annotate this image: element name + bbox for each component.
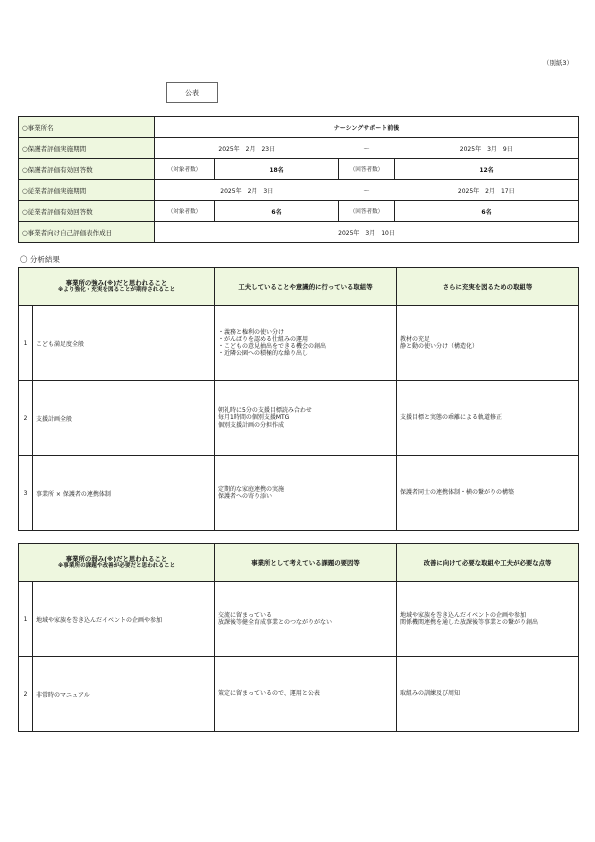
list-item: 策定に留まっているので、運用と公表 (218, 690, 320, 698)
row-number: 2 (19, 657, 33, 732)
list-item: ・こどもの意見抽出をできる機会の創出 (218, 343, 327, 350)
list-item: ・近隣公園への積極的な繰り出し (218, 350, 309, 358)
list-item: 定期的な家庭連携の実施 (218, 485, 285, 493)
public-label: 公表 (166, 82, 218, 103)
facility-name: ナーシングサポート前後 (155, 117, 579, 138)
parent-resp-label: （回答者数） (339, 159, 395, 180)
staff-target-value: 6名 (215, 201, 339, 222)
strength-item: こども満足度全般 (33, 306, 215, 381)
table-row (19, 657, 579, 732)
staff-period-sep: ～ (339, 180, 395, 201)
weaknesses-header-3: 改善に向けて必要な取組や工夫が必要な点等 (397, 544, 579, 582)
strengths-header-1-title: 事業所の強み(※)だと思われること (65, 279, 168, 287)
info-table (18, 116, 579, 243)
list-item: ・がんばりを認める仕組みの運用 (218, 335, 309, 343)
list-item: 交流に留まっている (218, 611, 273, 619)
list-item: 地域や家族を巻き込んだイベントの企画や参加 (400, 611, 527, 619)
list-item: 個別支援計画の分担作成 (218, 421, 285, 429)
list-item: 毎月1時間の個別支援MTG (218, 414, 290, 422)
strength-item: 事業所 × 保護者の連携体制 (33, 456, 215, 531)
strength-next (397, 381, 579, 456)
staff-period-end: 2025年 2月 17日 (395, 180, 579, 201)
parent-period-label: ○保護者評価実施期間 (19, 138, 155, 159)
strengths-header-2: 工夫していることや意識的に行っている取組等 (215, 268, 397, 306)
list-item: 支援目標と実態の乖離による軌道修正 (400, 414, 503, 422)
weakness-factors (215, 582, 397, 657)
strength-next (397, 306, 579, 381)
list-item: 朝礼時に5分の支援目標読み合わせ (218, 407, 312, 415)
list-item: 保護者への寄り添い (218, 493, 273, 500)
weaknesses-header-1-title: 事業所の弱み(※)だと思われること (65, 555, 168, 563)
analysis-title: 〇 分析結果 (20, 255, 60, 264)
staff-responses-label: ○従業者評価有効回答数 (19, 201, 155, 222)
weaknesses-table (18, 543, 579, 732)
list-item: 保護者同士の連携体制・横の繋がりの構築 (400, 489, 515, 497)
list-item: 取組みの訓練及び周知 (400, 690, 461, 698)
row-number: 3 (19, 456, 33, 531)
weakness-improve (397, 582, 579, 657)
row-number: 1 (19, 306, 33, 381)
facility-label: ○事業所名 (19, 117, 155, 138)
table-row (19, 381, 579, 456)
weakness-item: 非常時のマニュアル (33, 657, 215, 732)
strengths-header-3: さらに充実を図るための取組等 (397, 268, 579, 306)
weaknesses-header-2: 事業所として考えている課題の要因等 (215, 544, 397, 582)
strengths-header-1-sub: ※より強化・充実を図ることが期待されること (57, 287, 176, 293)
list-item: 静と動の使い分け（構造化） (400, 343, 479, 350)
parent-period-start: 2025年 2月 23日 (155, 138, 339, 159)
weakness-factors (215, 657, 397, 732)
staff-resp-value: 6名 (395, 201, 579, 222)
list-item: 教材の充足 (400, 335, 431, 343)
weaknesses-header-1-sub: ※事業所の課題や改善が必要だと思われること (57, 563, 176, 569)
staff-period-label: ○従業者評価実施期間 (19, 180, 155, 201)
parent-target-label: （対象者数） (155, 159, 215, 180)
strength-next (397, 456, 579, 531)
self-eval-label: ○事業者向け自己評価表作成日 (19, 222, 155, 243)
weaknesses-header-1 (19, 544, 215, 582)
parent-period-sep: ～ (339, 138, 395, 159)
parent-target-value: 18名 (215, 159, 339, 180)
strength-efforts (215, 381, 397, 456)
weakness-improve (397, 657, 579, 732)
strengths-table (18, 267, 579, 531)
list-item: 関係機関連携を通した放課後等事業との繋がり創出 (400, 619, 539, 626)
strength-item: 支援計画全般 (33, 381, 215, 456)
table-row (19, 582, 579, 657)
parent-responses-label: ○保護者評価有効回答数 (19, 159, 155, 180)
parent-resp-value: 12名 (395, 159, 579, 180)
strength-efforts (215, 306, 397, 381)
strengths-header-1 (19, 268, 215, 306)
table-row (19, 306, 579, 381)
list-item: ・義務と権利の使い分け (218, 328, 285, 336)
strength-efforts (215, 456, 397, 531)
row-number: 2 (19, 381, 33, 456)
row-number: 1 (19, 582, 33, 657)
weakness-item: 地域や家族を巻き込んだイベントの企画や参加 (33, 582, 215, 657)
annex-label: （別紙3） (542, 59, 573, 67)
staff-target-label: （対象者数） (155, 201, 215, 222)
table-row (19, 456, 579, 531)
staff-resp-label: （回答者数） (339, 201, 395, 222)
parent-period-end: 2025年 3月 9日 (395, 138, 579, 159)
self-eval-date: 2025年 3月 10日 (155, 222, 579, 243)
staff-period-start: 2025年 2月 3日 (155, 180, 339, 201)
list-item: 放課後等健全育成事業とのつながりがない (218, 619, 333, 626)
